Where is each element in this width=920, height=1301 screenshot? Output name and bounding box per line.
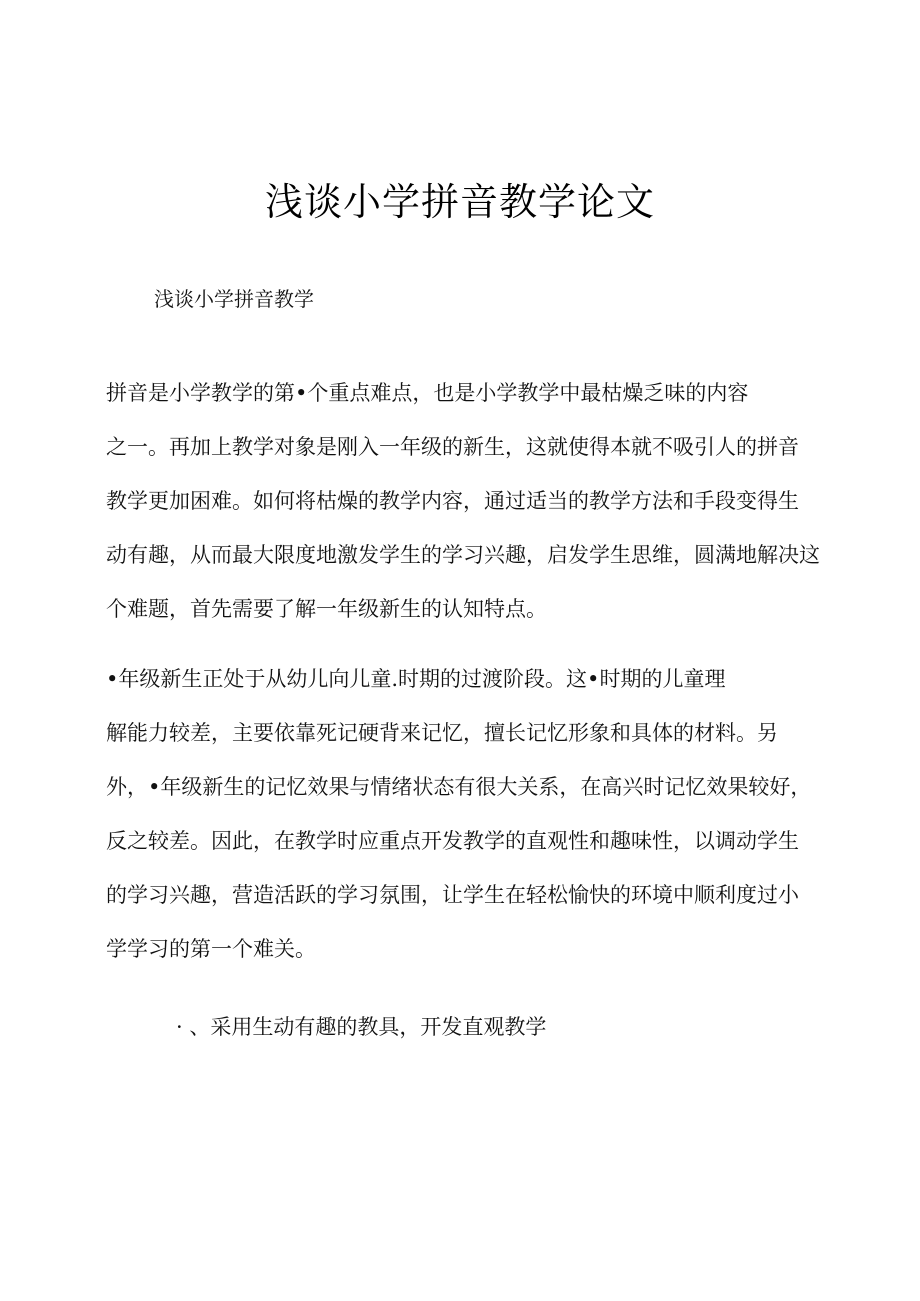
paragraph-line: 动有趣，从而最大限度地激发学生的学习兴趣，启发学生思维，圆满地解决这 xyxy=(106,543,820,567)
paragraph-line: 个难题，首先需要了解一年级新生的认知特点。 xyxy=(106,597,547,621)
paragraph-line: 学学习的第一个难关。 xyxy=(106,937,316,961)
document-title: 浅谈小学拼音教学论文 xyxy=(264,180,655,224)
paragraph-line: •年级新生正处于从幼儿向儿童.时期的过渡阶段。这•时期的儿童理 xyxy=(106,667,726,691)
paragraph-line: 之一。再加上教学对象是刚入一年级的新生，这就使得本就不吸引人的拼音 xyxy=(106,435,799,459)
paragraph-line: 反之较差。因此，在教学时应重点开发教学的直观性和趣味性，以调动学生 xyxy=(106,829,799,853)
paragraph-line: 的学习兴趣，营造活跃的学习氛围，让学生在轻松愉快的环境中顺利度过小 xyxy=(106,883,799,907)
paragraph-cognition xyxy=(106,652,826,976)
document-subtitle: 浅谈小学拼音教学 xyxy=(154,287,314,311)
paragraph-intro xyxy=(106,366,826,636)
section-heading: · 、采用生动有趣的教具，开发直观教学 xyxy=(176,1015,547,1039)
paragraph-line: 解能力较差，主要依靠死记硬背来记忆，擅长记忆形象和具体的材料。另 xyxy=(106,721,778,745)
paragraph-line: 外，•年级新生的记忆效果与情绪状态有很大关系，在高兴时记忆效果较好， xyxy=(106,775,812,799)
paragraph-line: 教学更加困难。如何将枯燥的教学内容，通过适当的教学方法和手段变得生 xyxy=(106,489,799,513)
paragraph-line: 拼音是小学教学的第•个重点难点，也是小学教学中最枯燥乏味的内容 xyxy=(106,381,749,405)
